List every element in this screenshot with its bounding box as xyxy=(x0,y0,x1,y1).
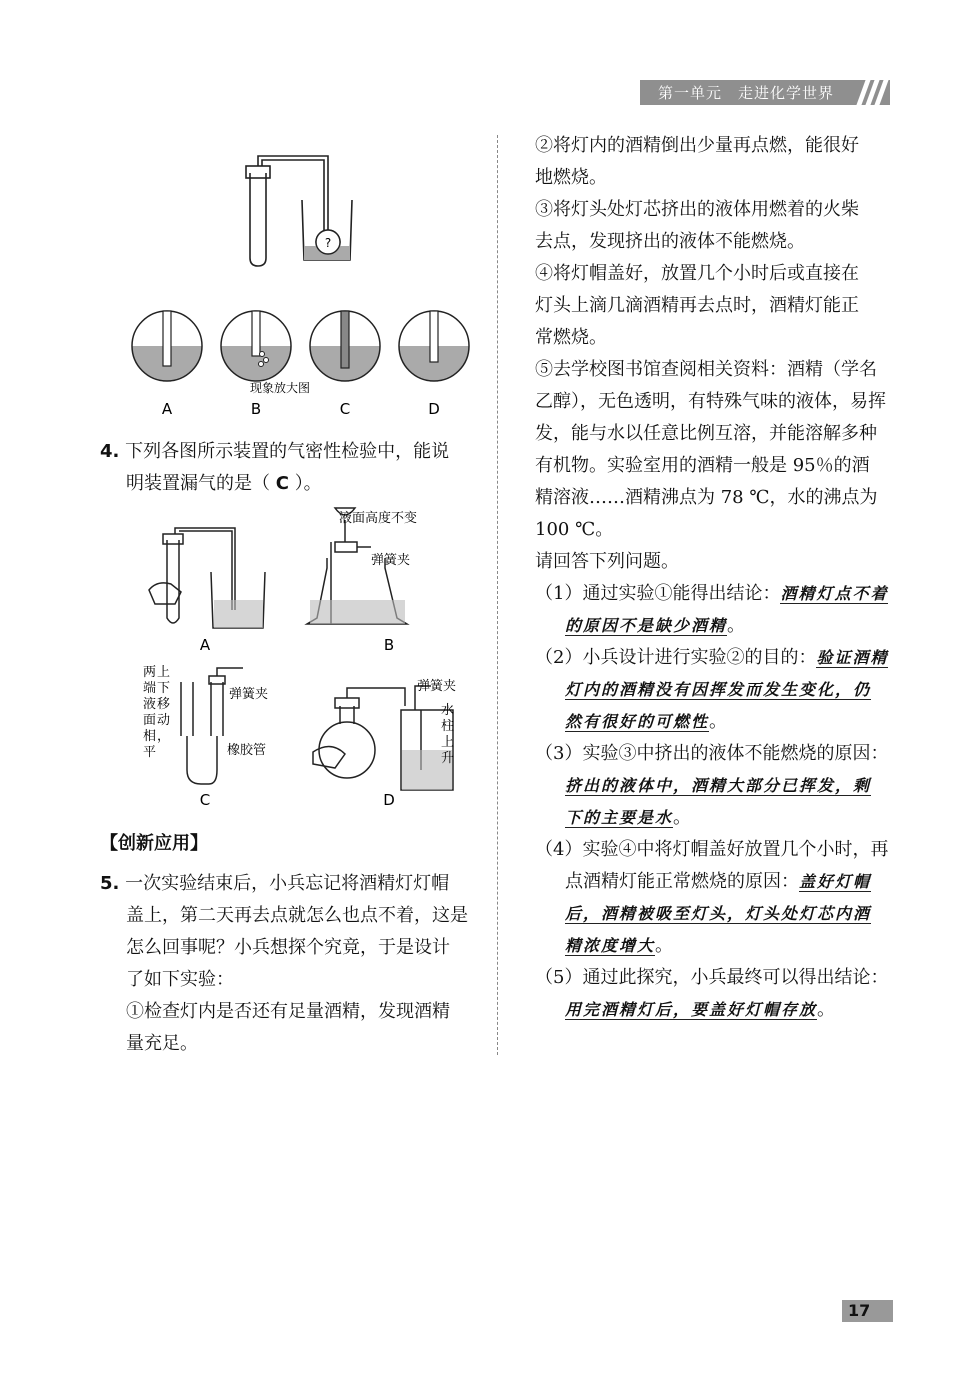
sub-5-answer: 用完酒精灯后，要盖好灯帽存放 xyxy=(565,1000,818,1019)
option-c-label: C xyxy=(339,400,351,418)
question-5-line-1: 5. 一次实验结束后，小兵忘记将酒精灯灯帽 xyxy=(100,873,450,894)
option-a-label: A xyxy=(161,400,173,418)
sub-2-answer: 验证酒精 xyxy=(816,648,889,667)
magnified-caption: 现象放大图 xyxy=(249,381,311,395)
fig4-label-d: D xyxy=(383,791,395,809)
svg-text:面: 面 xyxy=(143,713,157,728)
svg-text:液: 液 xyxy=(143,697,157,712)
unit-header xyxy=(640,80,890,105)
svg-text:，: ， xyxy=(157,729,171,744)
c-clip-label: 弹簧夹 xyxy=(229,687,269,702)
sub-2-line-2: 灯内的酒精没有因挥发而发生变化，仍 xyxy=(565,680,872,699)
step-3-line-1: ③将灯头处灯芯挤出的液体用燃着的火柴 xyxy=(535,199,859,220)
svg-text:上: 上 xyxy=(441,735,455,750)
tube-end xyxy=(341,311,349,368)
d-clip-label: 弹簧夹 xyxy=(417,679,457,694)
fig4-label-a: A xyxy=(199,636,211,654)
step-5-line-4: 有机物。实验室用的酒精一般是 95％的酒 xyxy=(535,455,870,476)
svg-text:动: 动 xyxy=(157,713,171,728)
step-1-line-1: ①检查灯内是否还有足量酒精，发现酒精 xyxy=(126,1001,450,1022)
option-d-label: D xyxy=(428,400,440,418)
question-4-line-2 xyxy=(100,468,485,500)
question-4-answer: C xyxy=(275,473,289,494)
fig4-label-b: B xyxy=(383,636,395,654)
sub-4-line-4: 精浓度增大。 xyxy=(565,935,674,956)
d-note xyxy=(441,702,454,766)
sub-1-answer: 酒精灯点不着 xyxy=(780,584,889,603)
step-2-line-1: ②将灯内的酒精倒出少量再点燃，能很好 xyxy=(535,135,859,156)
bubble xyxy=(260,352,265,357)
sub-2-line-3: 然有很好的可燃性。 xyxy=(565,711,728,732)
question-4-number: 4. xyxy=(100,441,120,462)
svg-text:相: 相 xyxy=(143,729,157,744)
section-title: 【创新应用】 xyxy=(100,833,208,854)
tube-end xyxy=(163,311,171,366)
sub-2-line-1: （2）小兵设计进行实验②的目的：验证酒精 xyxy=(535,647,889,668)
svg-text:上: 上 xyxy=(157,665,171,680)
tube-end xyxy=(252,311,260,356)
sub-5-line-2: 用完酒精灯后，要盖好灯帽存放。 xyxy=(565,999,836,1020)
svg-text:下: 下 xyxy=(157,681,171,696)
c-tube-label: 橡胶管 xyxy=(227,743,267,758)
question-5-line-4: 了如下实验： xyxy=(126,969,234,990)
sub-4-line-2: 点酒精灯能正常燃烧的原因：盖好灯帽 xyxy=(565,871,872,892)
bubble xyxy=(259,362,264,367)
question-5-line-2: 盖上，第二天再去点就怎么也点不着，这是 xyxy=(126,905,468,926)
step-5-line-3: 发，能与水以任意比例互溶，并能溶解多种 xyxy=(535,423,877,444)
sub-1-line-1: （1）通过实验①能得出结论：酒精灯点不着 xyxy=(535,583,889,604)
c-note xyxy=(143,665,170,760)
step-4-line-2: 灯头上滴几滴酒精再去点时，酒精灯能正 xyxy=(535,295,859,316)
svg-text:端: 端 xyxy=(143,681,157,696)
page-number: 17 xyxy=(842,1300,893,1322)
sub-3-line-2 xyxy=(535,770,895,802)
step-5-line-2: 乙醇），无色透明，有特殊气味的液体，易挥 xyxy=(535,391,886,412)
question-4-text-1: 下列各图所示装置的气密性检验中，能说 xyxy=(125,441,450,462)
step-5-line-1: ⑤去学校图书馆查阅相关资料：酒精（学名 xyxy=(535,359,877,380)
option-b-label: B xyxy=(250,400,262,418)
sub-4-answer: 盖好灯帽 xyxy=(799,872,872,891)
unit-title: 第一单元 走进化学世界 xyxy=(658,84,835,102)
b-clip-label: 弹簧夹 xyxy=(371,553,411,568)
svg-text:水: 水 xyxy=(441,703,455,718)
tube-end xyxy=(430,311,438,362)
step-1-line-2: 量充足。 xyxy=(126,1033,198,1054)
step-3-line-2: 去点，发现挤出的液体不能燃烧。 xyxy=(535,231,805,252)
figure-q4 xyxy=(135,500,475,815)
step-4-line-3: 常燃烧。 xyxy=(535,327,607,348)
step-4-line-1: ④将灯帽盖好，放置几个小时后或直接在 xyxy=(535,263,859,284)
question-5-line-3: 怎么回事呢？小兵想探个究竟，于是设计 xyxy=(126,937,450,958)
sub-3-line-1: （3）实验③中挤出的液体不能燃烧的原因： xyxy=(535,743,889,764)
svg-text:两: 两 xyxy=(143,665,157,680)
header-stripes xyxy=(861,80,884,105)
left-column-lower xyxy=(100,828,485,1060)
svg-text:升: 升 xyxy=(441,751,455,766)
sub-4-line-3: 后，酒精被吸至灯头，灯头处灯芯内酒 xyxy=(565,904,872,923)
left-column xyxy=(100,436,485,500)
svg-text:柱: 柱 xyxy=(441,719,455,734)
figure-q3 xyxy=(120,148,500,423)
step-5-line-5: 精溶液……酒精沸点为 78 ℃，水的沸点为 xyxy=(535,487,878,508)
step-2-line-2: 地燃烧。 xyxy=(535,167,607,188)
fig4-label-c: C xyxy=(199,791,211,809)
sub-4-line-1: （4）实验④中将灯帽盖好放置几个小时，再 xyxy=(535,839,889,860)
sub-1-line-2: 的原因不是缺少酒精。 xyxy=(565,615,746,636)
bubble xyxy=(264,358,269,363)
sub-3-line-3: 下的主要是水。 xyxy=(565,807,692,828)
question-4 xyxy=(100,436,485,468)
svg-text:移: 移 xyxy=(157,697,171,712)
step-5-line-6: 100 ℃。 xyxy=(535,519,614,540)
sub-5-line-1: （5）通过此探究，小兵最终可以得出结论： xyxy=(535,967,889,988)
column-divider xyxy=(497,135,498,1055)
question-4-text-2b: ）。 xyxy=(294,473,322,494)
question-5-number: 5. xyxy=(100,873,120,894)
b-note: 液面高度不变 xyxy=(339,511,418,526)
svg-text:平: 平 xyxy=(143,745,157,760)
right-column xyxy=(535,130,895,1026)
question-4-text-2a: 明装置漏气的是（ xyxy=(126,473,270,494)
answer-prompt: 请回答下列问题。 xyxy=(535,551,679,572)
sub-3-answer: 挤出的液体中，酒精大部分已挥发，剩 xyxy=(565,776,872,795)
question-mark: ? xyxy=(324,236,332,250)
